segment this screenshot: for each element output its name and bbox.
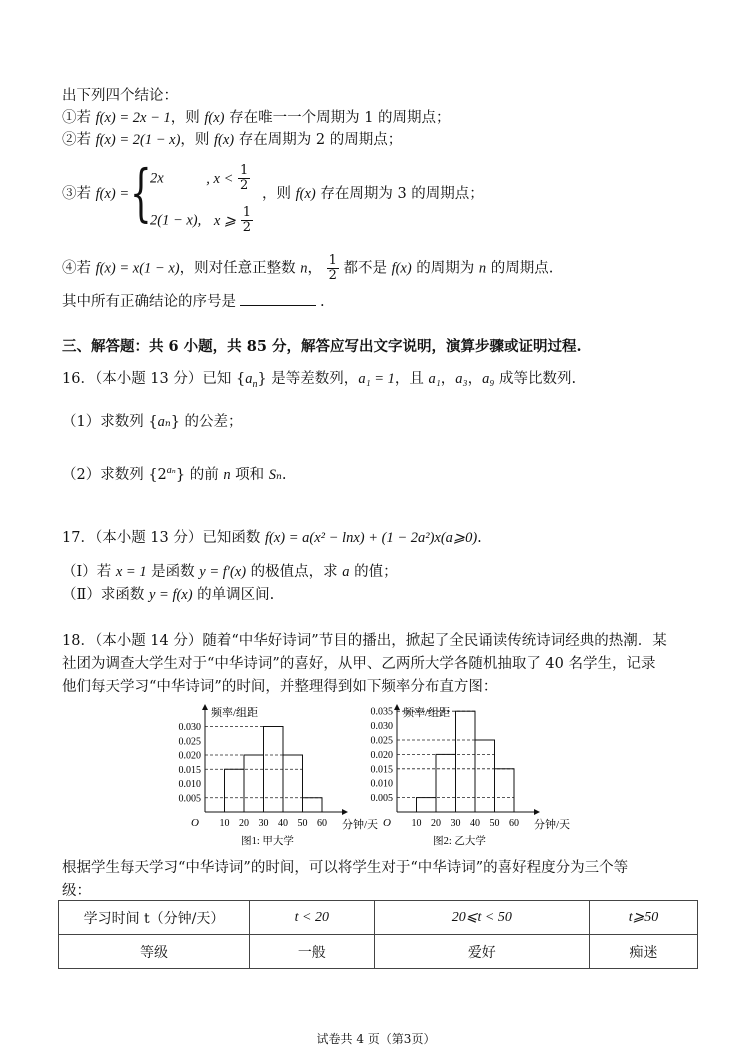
table-cell: 等级 <box>59 935 250 969</box>
q18-line1: 18．（本小题 14 分）随着“中华好诗词”节目的播出，掀起了全民诵读传统诗词经典的热潮．某 <box>62 633 667 649</box>
grade-table <box>58 900 698 969</box>
piece-1: 2x , x < $\frac{1}{2}$ <box>150 163 249 193</box>
table-row <box>59 935 698 969</box>
y-tick-label: 0.035 <box>370 706 393 718</box>
x-tick-label: 60 <box>317 818 327 829</box>
y-tick-label: 0.005 <box>178 793 201 805</box>
table-cell: 一般 <box>250 935 375 969</box>
q18-after-1: 根据学生每天学习“中华诗词”的时间，可以将学生对于“中华诗词”的喜好程度分为三个等 <box>62 860 629 876</box>
y-tick-label: 0.010 <box>178 779 201 790</box>
y-axis-arrow <box>202 704 208 710</box>
y-tick-label: 0.015 <box>370 764 393 776</box>
histogram-bar <box>225 769 245 812</box>
histogram-bar <box>456 711 476 812</box>
conclusion-3-label: ③若 f(x) = <box>62 186 130 202</box>
intro-line: 出下列四个结论： <box>62 88 178 104</box>
origin-label: O <box>191 817 199 829</box>
piece-2: 2(1 − x), x ⩾ $\frac{1}{2}$ <box>150 205 251 235</box>
q18-line2: 社团为调查大学生对于“中华诗词”的喜好，从甲、乙两所大学各随机抽取了 40 名学生，记录 <box>62 656 656 672</box>
x-tick-label: 20 <box>239 818 249 829</box>
q16-part1: （1）求数列 {aₙ} 的公差； <box>62 414 243 430</box>
q17-part2: （Ⅱ）求函数 y = f(x) 的单调区间. <box>62 587 275 603</box>
answer-blank[interactable] <box>240 291 316 306</box>
answer-line: 其中所有正确结论的序号是 . <box>62 291 325 312</box>
histogram-yi <box>360 700 590 850</box>
y-tick-label: 0.030 <box>370 721 393 733</box>
histogram-bar <box>475 740 495 812</box>
table-cell: 20⩽t < 50 <box>374 901 589 935</box>
y-axis-label: 频率/组距 <box>211 707 259 719</box>
piecewise-brace: { <box>130 156 152 229</box>
x-axis-arrow <box>342 809 348 815</box>
x-tick-label: 50 <box>297 818 308 829</box>
histogram-bar <box>283 755 303 812</box>
fraction-one-half: $\frac{1}{2}$ <box>328 253 337 283</box>
chart-title: 图2: 乙大学 <box>433 836 486 847</box>
q17-part1: （Ⅰ）若 x = 1 是函数 y = f′(x) 的极值点，求 a 的值； <box>62 564 398 580</box>
x-axis-arrow <box>534 809 540 815</box>
x-tick-label: 20 <box>431 818 441 829</box>
origin-label: O <box>383 817 391 829</box>
histogram-jia <box>165 700 385 850</box>
y-tick-label: 0.015 <box>178 764 201 776</box>
y-tick-label: 0.025 <box>178 736 201 748</box>
page-footer: 试卷共 4 页（第3页） <box>316 1032 436 1046</box>
x-tick-label: 10 <box>411 818 422 829</box>
q18-after-2: 级： <box>62 883 91 899</box>
table-cell: 爱好 <box>374 935 589 969</box>
x-tick-label: 30 <box>450 818 461 829</box>
histogram-bar <box>303 798 323 812</box>
chart-title: 图1: 甲大学 <box>241 836 294 847</box>
y-axis-arrow <box>394 704 400 710</box>
fraction-half: $\frac{1}{2}$ <box>240 163 249 193</box>
q18-line3: 他们每天学习“中华诗词”的时间，并整理得到如下频率分布直方图： <box>62 679 498 695</box>
fraction-half-2: $\frac{1}{2}$ <box>242 205 251 235</box>
section-3-heading: 三、解答题：共 6 小题，共 85 分，解答应写出文字说明，演算步骤或证明过程. <box>62 338 582 355</box>
y-tick-label: 0.020 <box>178 750 201 762</box>
y-tick-label: 0.010 <box>370 778 393 790</box>
x-axis-label: 分钟/天 <box>342 819 379 831</box>
table-cell: t⩾50 <box>590 901 698 935</box>
x-axis-label: 分钟/天 <box>534 819 571 831</box>
y-axis-label: 频率/组距 <box>403 707 451 719</box>
y-tick-label: 0.020 <box>370 749 393 761</box>
x-tick-label: 50 <box>489 818 500 829</box>
x-tick-label: 40 <box>278 818 288 829</box>
table-row <box>59 901 698 935</box>
x-tick-label: 40 <box>470 818 480 829</box>
q16-part2: （2）求数列 $\{2^{a_n}\}$ 的前 n 项和 Sₙ. <box>62 465 287 483</box>
q16-stem: 16．（本小题 13 分）已知 $\{a_n\}$ 是等差数列，a₁ = 1，且 a₁，a₃，a₉ 成等比数列. <box>62 371 577 390</box>
histogram-bar <box>495 769 515 812</box>
x-tick-label: 10 <box>219 818 230 829</box>
table-cell: t < 20 <box>250 901 375 935</box>
y-tick-label: 0.025 <box>370 735 393 747</box>
y-tick-label: 0.005 <box>370 793 393 805</box>
q17-stem: 17．（本小题 13 分）已知函数 f(x) = a(x² − lnx) + (1 − 2a²)x(a⩾0). <box>62 530 482 546</box>
histogram-bar <box>417 798 437 812</box>
histogram-bar <box>244 755 264 812</box>
histogram-bar <box>436 754 456 812</box>
x-tick-label: 60 <box>509 818 519 829</box>
conclusion-4: ④若 f(x) = x(1 − x)，则对任意正整数 n， $\frac{1}{2}$ 都不是 f(x) 的周期为 n 的周期点. <box>62 253 554 283</box>
table-cell: 痴迷 <box>590 935 698 969</box>
conclusion-2: ②若 f(x) = 2(1 − x)，则 f(x) 存在周期为 2 的周期点； <box>62 132 403 148</box>
table-cell: 学习时间 t（分钟/天） <box>59 901 250 935</box>
conclusion-3-rest: ，则 f(x) 存在周期为 3 的周期点； <box>262 186 484 202</box>
conclusion-1: ①若 f(x) = 2x − 1，则 f(x) 存在唯一一个周期为 1 的周期点； <box>62 110 451 126</box>
y-tick-label: 0.030 <box>178 722 201 733</box>
x-tick-label: 30 <box>258 818 269 829</box>
